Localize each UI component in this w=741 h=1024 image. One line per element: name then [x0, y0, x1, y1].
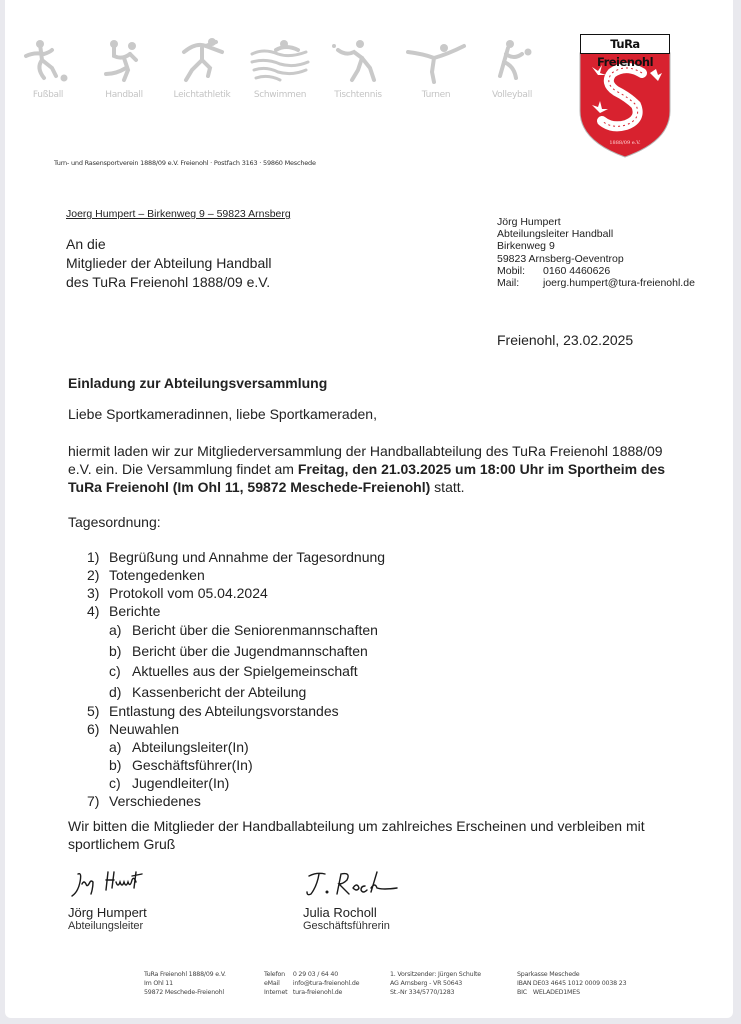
agenda-number: 1) — [87, 549, 100, 565]
sport-label: Schwimmen — [253, 90, 307, 100]
sport-swimming — [245, 38, 315, 100]
footer-iban: DE03 4645 1012 0009 0038 23 — [532, 980, 627, 988]
footer-line: St.-Nr 334/5770/1283 — [390, 989, 455, 997]
crest-title: TuRa Freienohl — [580, 34, 670, 54]
signature-block-humpert — [68, 868, 148, 932]
handball-pictogram-icon — [94, 38, 154, 86]
return-address: Joerg Humpert – Birkenweg 9 – 59823 Arnsberg — [66, 208, 291, 220]
sport-table-tennis — [323, 38, 393, 100]
footer-line: 59872 Meschede-Freienohl — [144, 989, 224, 997]
footer-email-row — [264, 979, 359, 988]
sport-athletics — [167, 38, 237, 100]
agenda-text: Verschiedenes — [109, 793, 201, 809]
recipient-line: des TuRa Freienohl 1888/09 e.V. — [66, 274, 271, 290]
agenda-subnumber: a) — [109, 622, 122, 638]
signer-role: Abteilungsleiter — [68, 920, 144, 932]
footer-phone-row — [264, 970, 359, 979]
agenda-text: Begrüßung und Annahme der Tagesordnung — [109, 549, 386, 565]
footer-bic: WELADED1MES — [532, 989, 580, 997]
footer-contact — [264, 970, 359, 998]
contact-street: Birkenweg 9 — [497, 240, 555, 253]
sport-gymnastics — [401, 38, 471, 100]
contact-mobile-row — [497, 265, 695, 277]
footer-bank-name: Sparkasse Meschede — [517, 971, 580, 978]
footer-bic-row — [517, 988, 626, 997]
letter-subject: Einladung zur Abteilungsversammlung — [68, 375, 328, 391]
sport-football — [13, 38, 83, 100]
footer-club-address — [144, 970, 226, 998]
signer-role: Geschäftsführerin — [303, 920, 390, 932]
agenda-number: 4) — [87, 603, 100, 619]
handwritten-signature-humpert — [68, 868, 148, 900]
signature-block-rocholl — [303, 868, 403, 932]
agenda-text: Berichte — [109, 603, 161, 619]
agenda-number: 6) — [87, 721, 100, 737]
closing-paragraph: Wir bitten die Mitglieder der Handballabteilung um zahlreiches Erscheinen und verbleiben mit sportlichem Gruß — [68, 818, 645, 852]
handwritten-signature-rocholl — [303, 868, 403, 900]
footer-label: IBAN — [517, 980, 532, 988]
agenda-text: Entlastung des Abteilungsvorstandes — [109, 703, 339, 719]
agenda-text: Neuwahlen — [109, 721, 180, 737]
football-pictogram-icon — [18, 38, 78, 86]
sport-label: Tischtennis — [334, 90, 382, 100]
signer-name: Jörg Humpert — [68, 905, 147, 920]
sport-label: Fußball — [32, 90, 64, 100]
body-text: hiermit laden wir zur Mitgliederversammlung der Handballabteilung des TuRa Freienohl 1888/09 e.V. ein. Die Versammlung findet am — [68, 443, 663, 477]
footer-line: Im Ohl 11 — [144, 980, 173, 988]
crest-motto: 1888/09 e.V. — [609, 140, 641, 146]
agenda-number: 3) — [87, 585, 100, 601]
agenda-label: Tagesordnung: — [68, 514, 161, 530]
meeting-details: Freitag, den 21.03.2025 um 18:00 Uhr im Sportheim des TuRa Freienohl (Im Ohl 11, 59872 Meschede-Freienohl) — [68, 461, 666, 495]
footer-bank — [517, 970, 626, 998]
footer-legal — [390, 970, 481, 998]
sender-line: Turn- und Rasensportverein 1888/09 e.V. Freienohl · Postfach 3163 · 59860 Meschede — [54, 159, 316, 167]
contact-block — [497, 216, 695, 289]
signer-name: Julia Rocholl — [303, 905, 377, 920]
footer-email[interactable]: info@tura-freienohl.de — [292, 980, 360, 988]
agenda-subnumber: b) — [109, 642, 122, 659]
footer-line: 1. Vorsitzender: Jürgen Schulte — [390, 971, 481, 978]
sport-label: Turnen — [421, 90, 451, 100]
table-tennis-pictogram-icon — [328, 38, 388, 86]
footer-line: TuRa Freienohl 1888/09 e.V. — [144, 971, 226, 978]
agenda-subtext: Geschäftsführer(In) — [132, 757, 253, 773]
agenda-subtext: Abteilungsleiter(In) — [132, 739, 249, 755]
volleyball-pictogram-icon — [482, 38, 542, 86]
agenda-subnumber: c) — [109, 775, 121, 791]
sport-volleyball — [477, 38, 547, 100]
agenda-subtext: Aktuelles aus der Spielgemeinschaft — [132, 663, 358, 679]
mail-label: Mail: — [497, 277, 520, 290]
mobile-value: 0160 4460626 — [543, 264, 611, 277]
agenda-subnumber: c) — [109, 663, 121, 679]
agenda-subnumber: d) — [109, 683, 122, 700]
agenda-subtext: Kassenbericht der Abteilung — [132, 683, 307, 700]
footer-line: AG Arnsberg - VR 50643 — [390, 980, 463, 988]
footer-iban-row — [517, 979, 626, 988]
agenda-subtext: Bericht über die Jugendmannschaften — [132, 642, 368, 659]
agenda-number: 7) — [87, 793, 100, 809]
agenda-subnumber: b) — [109, 757, 122, 773]
footer-label: Internet — [264, 989, 288, 997]
mail-value[interactable]: joerg.humpert@tura-freienohl.de — [543, 277, 695, 290]
contact-city: 59823 Arnsberg-Oeventrop — [497, 252, 624, 265]
contact-mail-row — [497, 277, 695, 289]
recipient-block — [66, 235, 271, 292]
sport-label: Leichtathletik — [173, 90, 231, 100]
recipient-line: Mitglieder der Abteilung Handball — [66, 255, 272, 271]
gymnastics-pictogram-icon — [404, 38, 468, 86]
agenda-text: Totengedenken — [109, 567, 205, 583]
invitation-paragraph — [68, 442, 668, 496]
club-crest — [578, 33, 672, 158]
agenda-number: 5) — [87, 703, 100, 719]
sport-label: Volleyball — [491, 90, 533, 100]
swimming-pictogram-icon — [248, 38, 312, 86]
letter-date: Freienohl, 23.02.2025 — [497, 332, 634, 348]
letter-page — [5, 0, 733, 1018]
sport-label: Handball — [105, 90, 143, 100]
recipient-line: An die — [66, 236, 106, 252]
body-text-end: statt. — [430, 479, 465, 495]
agenda-text: Protokoll vom 05.04.2024 — [109, 585, 268, 601]
footer-label: BIC — [517, 989, 527, 997]
athletics-pictogram-icon — [172, 38, 232, 86]
footer-label: eMail — [264, 980, 280, 988]
footer-phone: 0 29 03 / 64 40 — [292, 971, 338, 978]
contact-name: Jörg Humpert — [497, 216, 561, 228]
salutation: Liebe Sportkameradinnen, liebe Sportkameraden, — [68, 406, 377, 422]
contact-role: Abteilungsleiter Handball — [497, 228, 614, 241]
footer-label: Telefon — [264, 971, 285, 978]
mobile-label: Mobil: — [497, 264, 526, 277]
agenda-subnumber: a) — [109, 739, 122, 755]
agenda-number: 2) — [87, 567, 100, 583]
footer-web-row — [264, 988, 359, 997]
agenda-subtext: Jugendleiter(In) — [132, 775, 230, 791]
sport-handball — [89, 38, 159, 100]
footer-website[interactable]: tura-freienohl.de — [292, 989, 343, 997]
agenda-subtext: Bericht über die Seniorenmannschaften — [132, 622, 378, 638]
